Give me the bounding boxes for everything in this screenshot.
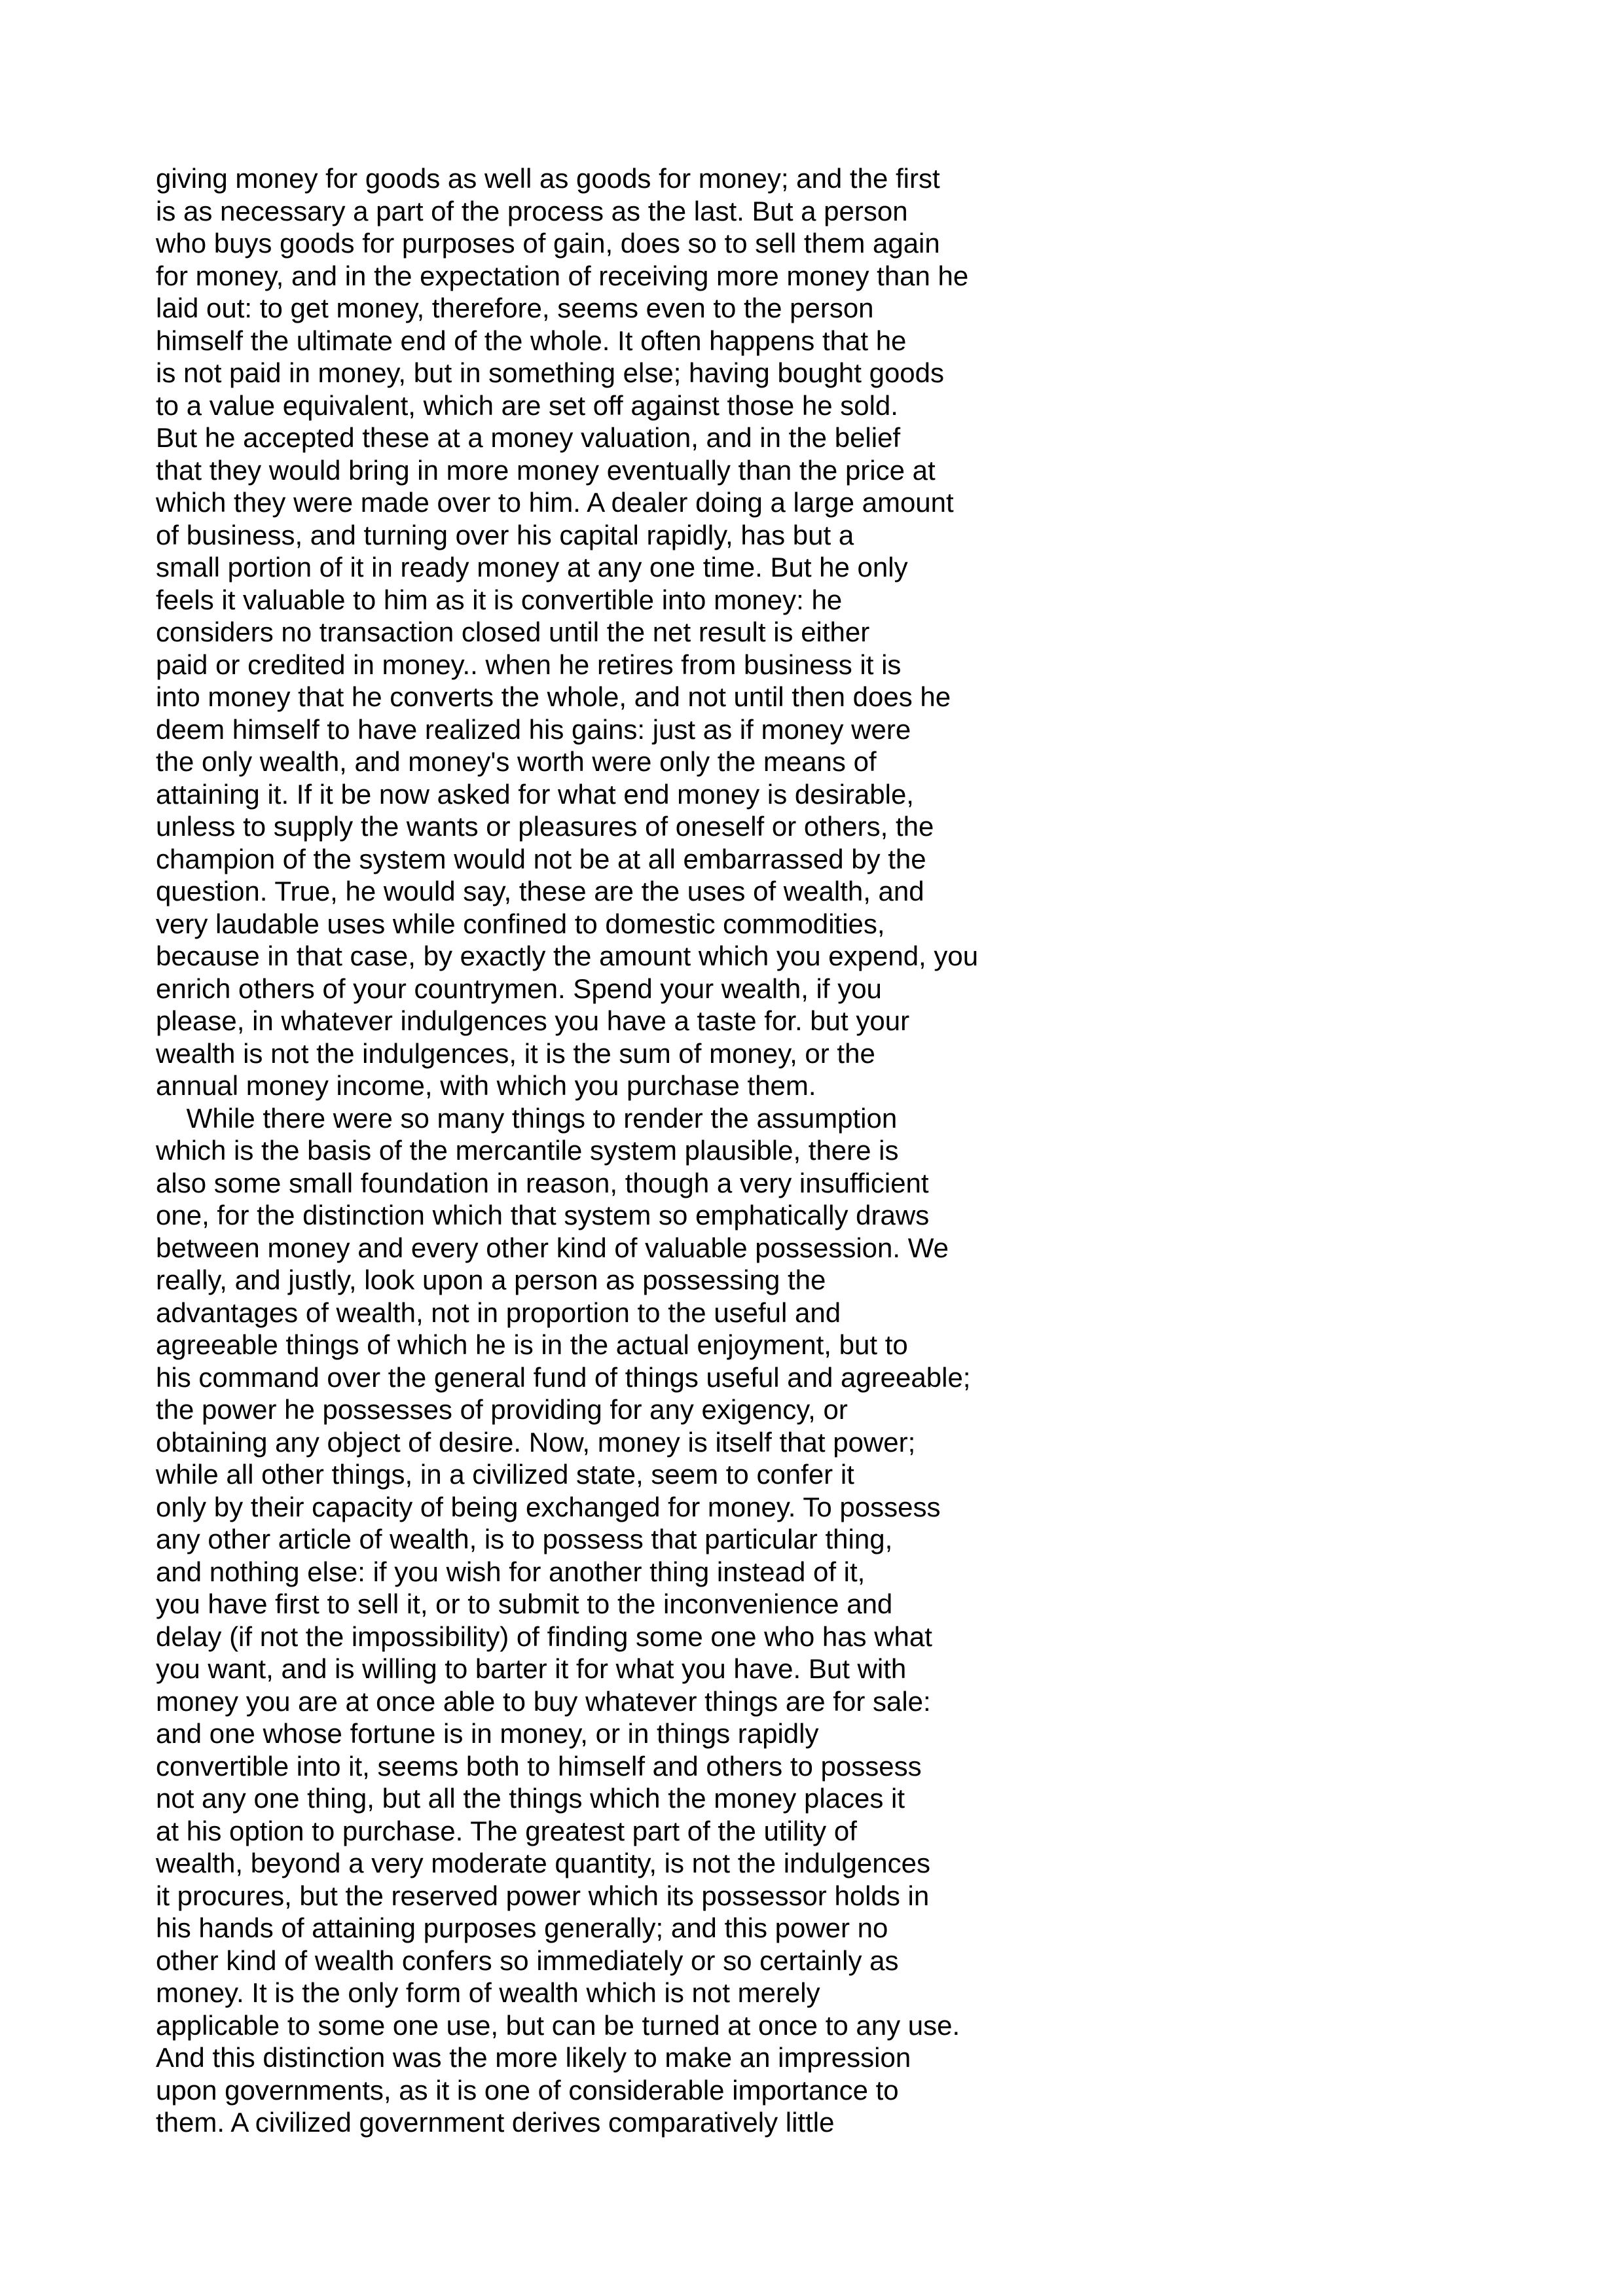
text-line: of business, and turning over his capital rapidly, has but a (156, 519, 854, 550)
text-line: convertible into it, seems both to himself and others to possess (156, 1750, 922, 1782)
text-line: money. It is the only form of wealth which is not merely (156, 1977, 820, 2008)
text-line: question. True, he would say, these are the uses of wealth, and (156, 876, 924, 906)
text-line: wealth is not the indulgences, it is the sum of money, or the (156, 1037, 875, 1069)
text-line: the power he possesses of providing for any exigency, or (156, 1394, 848, 1425)
text-line: for money, and in the expectation of receiving more money than he (156, 260, 969, 291)
text-line: feels it valuable to him as it is convertible into money: he (156, 584, 843, 615)
text-line: to a value equivalent, which are set off against those he sold. (156, 389, 898, 421)
text-line: really, and justly, look upon a person as possessing the (156, 1265, 826, 1295)
text-line: who buys goods for purposes of gain, does so to sell them again (156, 228, 940, 259)
document-text-block (156, 162, 1033, 2139)
text-line: and nothing else: if you wish for another thing instead of it, (156, 1556, 866, 1587)
text-line: very laudable uses while confined to domestic commodities, (156, 908, 885, 939)
text-line: it procures, but the reserved power which its possessor holds in (156, 1880, 930, 1911)
text-line: not any one thing, but all the things which the money places it (156, 1783, 905, 1814)
text-line: the only wealth, and money's worth were only the means of (156, 746, 877, 777)
text-line: attaining it. If it be now asked for what end money is desirable, (156, 778, 914, 810)
text-line: advantages of wealth, not in proportion to the useful and (156, 1297, 841, 1328)
text-line: deem himself to have realized his gains: just as if money were (156, 713, 911, 745)
text-line: laid out: to get money, therefore, seems even to the person (156, 293, 874, 323)
text-line: which is the basis of the mercantile system plausible, there is (156, 1135, 899, 1166)
text-line: annual money income, with which you purchase them. (156, 1070, 816, 1101)
text-line: his command over the general fund of things useful and agreeable; (156, 1361, 971, 1393)
text-line: into money that he converts the whole, and not until then does he (156, 681, 951, 712)
text-line: considers no transaction closed until the net result is either (156, 617, 870, 647)
text-line: himself the ultimate end of the whole. It often happens that he (156, 325, 907, 356)
text-line: them. A civilized government derives comparatively little (156, 2107, 835, 2138)
text-line: that they would bring in more money eventually than the price at (156, 454, 936, 486)
text-line: you want, and is willing to barter it for what you have. But with (156, 1653, 907, 1684)
text-line: at his option to purchase. The greatest part of the utility of (156, 1815, 857, 1846)
text-line: delay (if not the impossibility) of finding some one who has what (156, 1621, 932, 1652)
text-line: paid or credited in money.. when he retires from business it is (156, 649, 902, 680)
text-line: champion of the system would not be at all embarrassed by the (156, 843, 926, 874)
text-line: giving money for goods as well as goods for money; and the first (156, 163, 940, 194)
text-line: and one whose fortune is in money, or in things rapidly (156, 1718, 819, 1749)
text-line: other kind of wealth confers so immediately or so certainly as (156, 1945, 899, 1976)
text-line: money you are at once able to buy whatever things are for sale: (156, 1685, 931, 1717)
text-line: between money and every other kind of valuable possession. We (156, 1232, 949, 1263)
text-line: his hands of attaining purposes generally; and this power no (156, 1912, 888, 1943)
text-line: only by their capacity of being exchanged for money. To possess (156, 1491, 941, 1522)
text-line: any other article of wealth, is to possess that particular thing, (156, 1524, 893, 1554)
text-line: upon governments, as it is one of considerable importance to (156, 2074, 899, 2106)
text-line: because in that case, by exactly the amount which you expend, you (156, 941, 979, 971)
text-line: also some small foundation in reason, though a very insufficient (156, 1167, 929, 1198)
text-line: is as necessary a part of the process as the last. But a person (156, 195, 908, 226)
text-line: you have first to sell it, or to submit to the inconvenience and (156, 1588, 893, 1619)
text-line: please, in whatever indulgences you have a taste for. but your (156, 1005, 910, 1036)
text-line: wealth, beyond a very moderate quantity, is not the indulgences (156, 1848, 930, 1878)
text-line: enrich others of your countrymen. Spend your wealth, if you (156, 973, 882, 1004)
text-line: while all other things, in a civilized state, seem to confer it (156, 1459, 854, 1490)
text-line: While there were so many things to render the assumption (156, 1102, 898, 1134)
text-line: agreeable things of which he is in the actual enjoyment, but to (156, 1329, 908, 1360)
text-line: applicable to some one use, but can be turned at once to any use. (156, 2009, 960, 2041)
text-line: is not paid in money, but in something else; having bought goods (156, 357, 945, 388)
text-line: But he accepted these at a money valuation, and in the belief (156, 422, 901, 453)
text-line: small portion of it in ready money at any one time. But he only (156, 552, 908, 583)
text-line: which they were made over to him. A dealer doing a large amount (156, 487, 954, 518)
text-line: one, for the distinction which that system so emphatically draws (156, 1200, 930, 1230)
text-line: And this distinction was the more likely to make an impression (156, 2042, 911, 2073)
text-line: obtaining any object of desire. Now, money is itself that power; (156, 1426, 916, 1458)
text-line: unless to supply the wants or pleasures of oneself or others, the (156, 811, 934, 842)
